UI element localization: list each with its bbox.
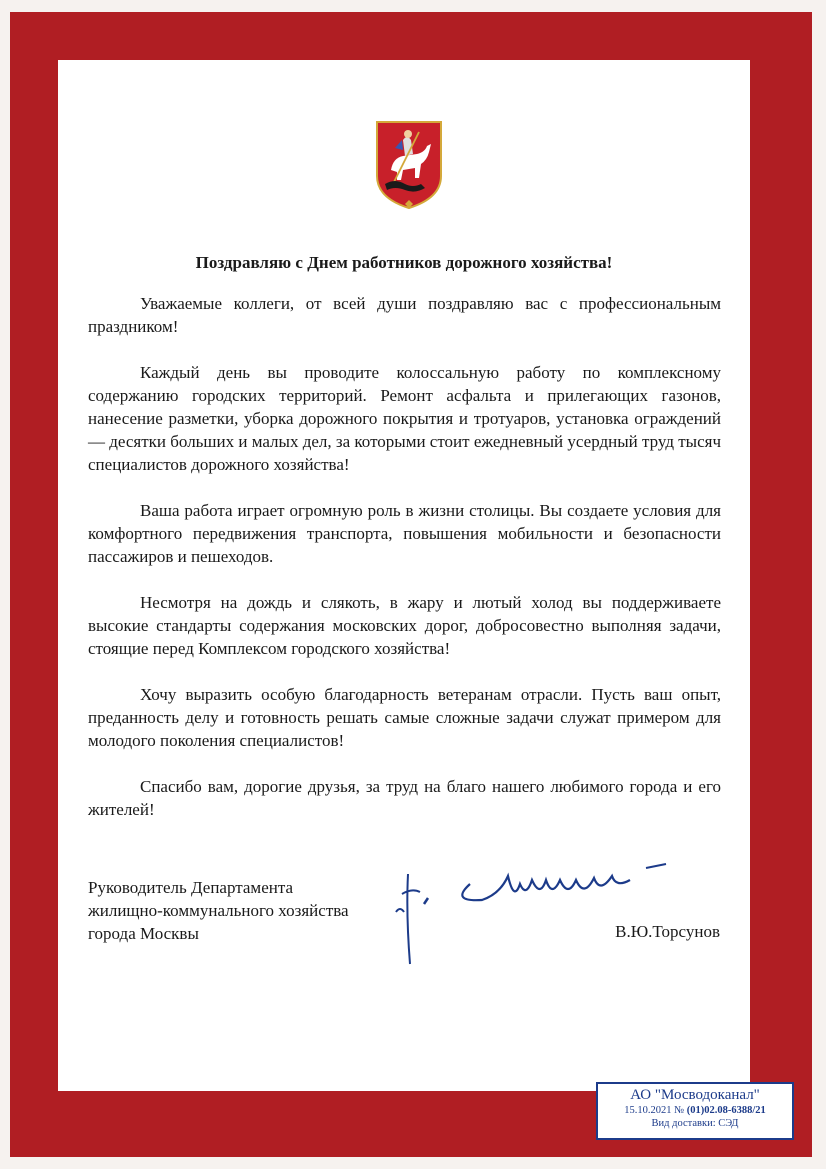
stamp-registration bbox=[598, 1104, 792, 1117]
moscow-coat-of-arms-icon bbox=[373, 118, 445, 210]
paragraph: Спасибо вам, дорогие друзья, за труд на благо нашего любимого города и его жителей! bbox=[88, 777, 721, 819]
signatory-name: В.Ю.Торсунов bbox=[615, 922, 720, 941]
paragraph: Ваша работа играет огромную роль в жизни столицы. Вы создаете условия для комфортного передвижения транспорта, повышения мобильности и безопасности пассажиров и пешеходов. bbox=[88, 501, 721, 566]
stamp-delivery: Вид доставки: СЭД bbox=[651, 1118, 739, 1129]
letter-sheet bbox=[58, 60, 750, 1091]
letter-title: Поздравляю с Днем работников дорожного хозяйства! bbox=[195, 253, 613, 272]
signatory-title-line: Руководитель Департамента bbox=[88, 878, 294, 897]
stamp-number-prefix: № bbox=[674, 1105, 685, 1116]
signatory-title-line: города Москвы bbox=[88, 924, 199, 943]
paragraph: Несмотря на дождь и слякоть, в жару и лютый холод вы поддерживаете высокие стандарты содержания московских дорог, добросовестно выполняя задачи, стоящие перед Комплексом городского хозяйства! bbox=[88, 593, 721, 658]
paragraph: Каждый день вы проводите колоссальную работу по комплексному содержанию городских территорий. Ремонт асфальта и прилегающих газонов, нанесение разметки, уборка дорожного покрытия и тротуаров, установка ограждений — десятки больших и малых дел, за которыми стоит ежедневный усердный труд тысяч специалистов дорожного хозяйства! bbox=[88, 363, 722, 474]
signatory-title bbox=[88, 876, 349, 945]
handwritten-signature bbox=[390, 854, 680, 974]
signatory-title-line: жилищно-коммунального хозяйства bbox=[88, 901, 349, 920]
stamp-date: 15.10.2021 bbox=[624, 1105, 672, 1116]
stamp-number: (01)02.08-6388/21 bbox=[686, 1105, 766, 1116]
letter-body bbox=[88, 292, 721, 844]
stamp-organization: АО "Мосводоканал" bbox=[630, 1087, 760, 1103]
registration-stamp bbox=[596, 1082, 794, 1140]
paragraph: Хочу выразить особую благодарность ветеранам отрасли. Пусть ваш опыт, преданность делу и готовность решать самые сложные задачи служат примером для молодого поколения специалистов! bbox=[88, 685, 721, 750]
paragraph: Уважаемые коллеги, от всей души поздравляю вас с профессиональным праздником! bbox=[88, 294, 721, 336]
